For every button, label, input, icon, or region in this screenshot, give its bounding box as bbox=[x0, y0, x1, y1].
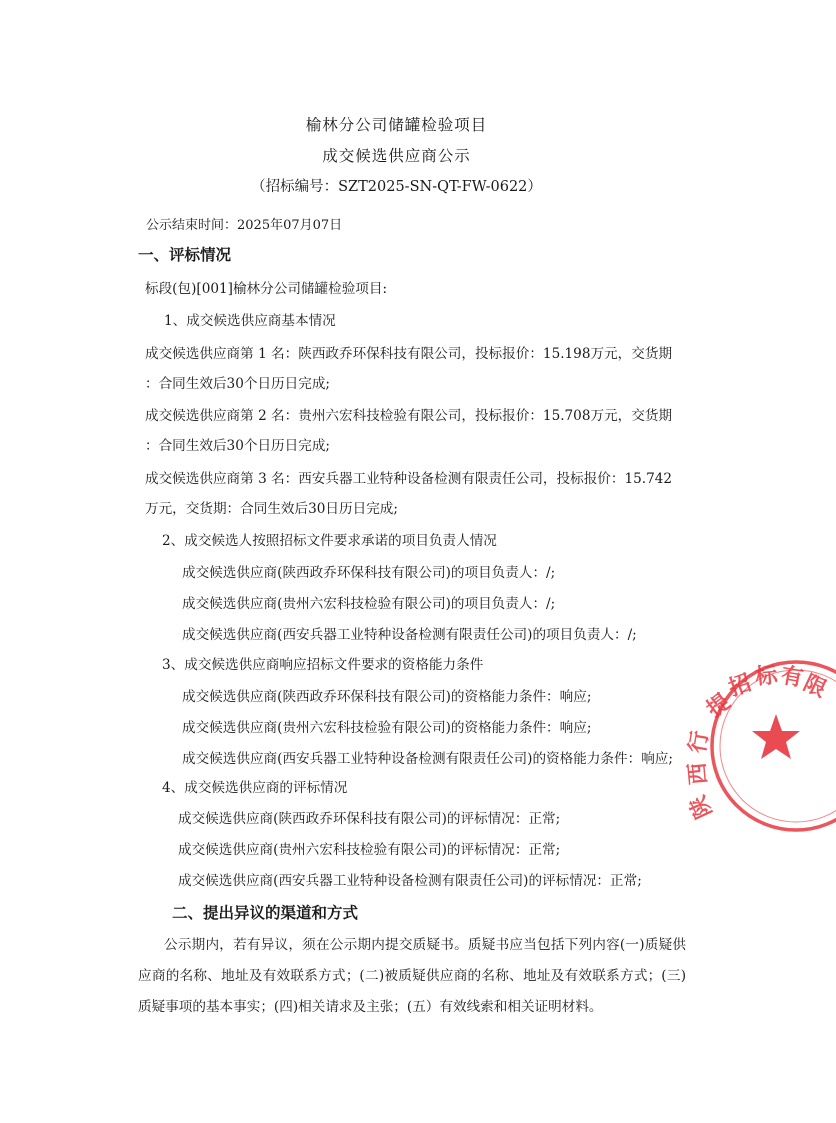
evaluation-3: 成交候选供应商(西安兵器工业特种设备检测有限责任公司)的评标情况：正常; bbox=[178, 873, 642, 889]
evaluation-1: 成交候选供应商(陕西政乔环保科技有限公司)的评标情况：正常; bbox=[178, 811, 561, 827]
section-heading-evaluation: 一、评标情况 bbox=[138, 246, 232, 264]
doc-title: 榆林分公司储罐检验项目 bbox=[305, 116, 488, 134]
qualification-3: 成交候选供应商(西安兵器工业特种设备检测有限责任公司)的资格能力条件：响应; bbox=[182, 751, 673, 767]
doc-subtitle: 成交候选供应商公示 bbox=[322, 147, 471, 165]
svg-text:陕: 陕 bbox=[685, 791, 718, 823]
svg-text:西: 西 bbox=[685, 761, 712, 786]
svg-text:标: 标 bbox=[754, 663, 779, 690]
company-seal-stamp bbox=[685, 656, 836, 866]
svg-text:提: 提 bbox=[702, 689, 736, 723]
candidate-1-line-1: 成交候选供应商第 1 名：陕西政乔环保科技有限公司，投标报价：15.198万元，交货期 bbox=[145, 346, 673, 362]
svg-text:招: 招 bbox=[725, 670, 755, 702]
objection-paragraph: 公示期内，若有异议，须在公示期内提交质疑书。质疑书应当包括下列内容(一)质疑供应商的名称、地址及有效联系方式；(二)被质疑供应商的名称、地址及有效联系方式；(三)质疑事项的基本事实；(四)相关请求及主张；(五）有效线索和相关证明材料。 bbox=[138, 937, 686, 1015]
section-heading-objection: 二、提出异议的渠道和方式 bbox=[172, 904, 359, 922]
candidate-2-line-2: ：合同生效后30个日历日完成; bbox=[145, 438, 331, 454]
candidate-1-line-2: ：合同生效后30个日历日完成; bbox=[145, 376, 331, 392]
project-manager-1: 成交候选供应商(陕西政乔环保科技有限公司)的项目负责人：/; bbox=[182, 565, 556, 581]
svg-text:行: 行 bbox=[685, 729, 714, 756]
evaluation-2: 成交候选供应商(贵州六宏科技检验有限公司)的评标情况：正常; bbox=[178, 842, 561, 858]
svg-text:有: 有 bbox=[778, 663, 805, 692]
seal-star-icon bbox=[752, 714, 800, 759]
project-manager-2: 成交候选供应商(贵州六宏科技检验有限公司)的项目负责人：/; bbox=[182, 596, 556, 612]
subheading-project-manager: 2、成交候选人按照招标文件要求承诺的项目负责人情况 bbox=[162, 533, 497, 549]
lot-line: 标段(包)[001]榆林分公司储罐检验项目: bbox=[145, 281, 388, 297]
subheading-evaluation-status: 4、成交候选供应商的评标情况 bbox=[162, 780, 348, 796]
candidate-3-line-1: 成交候选供应商第 3 名：西安兵器工业特种设备检测有限责任公司，投标报价：15.742 bbox=[145, 471, 673, 487]
candidate-3-line-2: 万元，交货期：合同生效后30日历日完成; bbox=[145, 501, 398, 517]
subheading-basic-info: 1、成交候选供应商基本情况 bbox=[164, 313, 336, 329]
project-manager-3: 成交候选供应商(西安兵器工业特种设备检测有限责任公司)的项目负责人：/; bbox=[182, 627, 637, 643]
tender-number: （招标编号：SZT2025-SN-QT-FW-0622） bbox=[251, 179, 542, 195]
svg-text:限: 限 bbox=[799, 670, 830, 703]
qualification-2: 成交候选供应商(贵州六宏科技检验有限公司)的资格能力条件：响应; bbox=[182, 720, 592, 736]
subheading-qualification: 3、成交候选供应商响应招标文件要求的资格能力条件 bbox=[162, 657, 484, 673]
qualification-1: 成交候选供应商(陕西政乔环保科技有限公司)的资格能力条件：响应; bbox=[182, 689, 592, 705]
candidate-2-line-1: 成交候选供应商第 2 名：贵州六宏科技检验有限公司，投标报价：15.708万元，交货期 bbox=[145, 408, 673, 424]
publicity-end-time: 公示结束时间：2025年07月07日 bbox=[146, 218, 343, 233]
